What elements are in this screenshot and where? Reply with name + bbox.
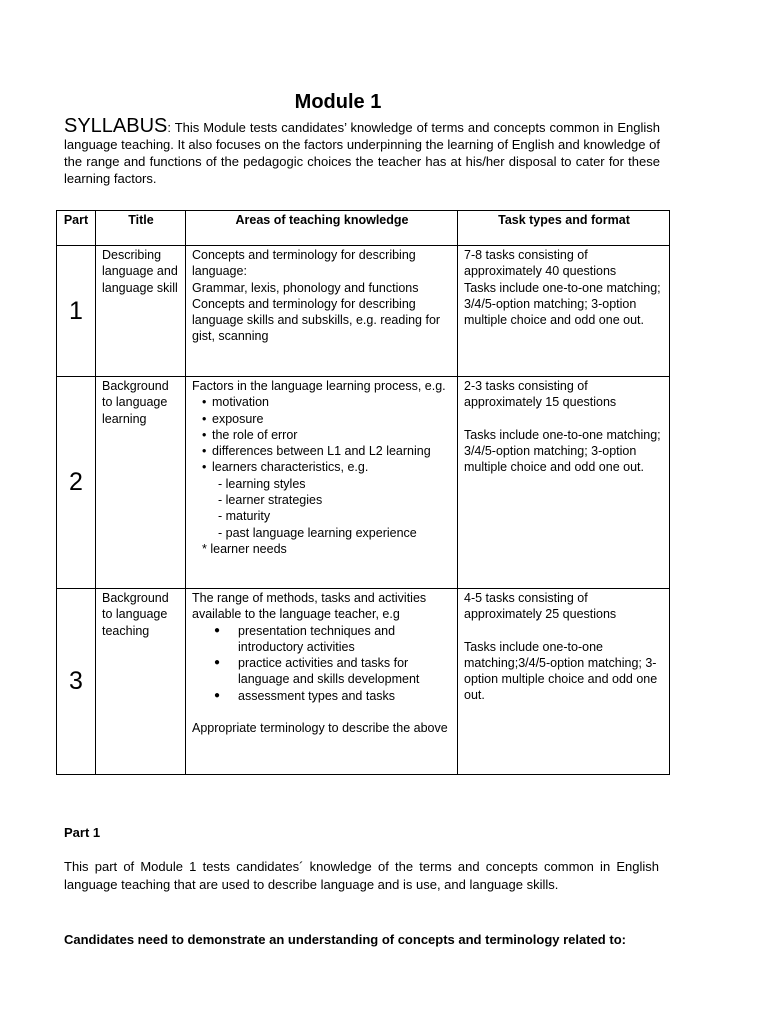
areas-line: Grammar, lexis, phonology and functions [192,280,419,295]
syllabus-table [56,210,670,775]
part-title: Background to language teaching [96,589,186,775]
list-item: • motivation [202,394,452,410]
list-item: ● presentation techniques and introductory activities [192,623,452,656]
header-areas: Areas of teaching knowledge [186,211,458,246]
learner-characteristics-list [192,476,452,541]
learner-needs-item: * learner needs [202,541,287,556]
candidates-paragraph: Candidates need to demonstrate an understanding of concepts and terminology related to: [64,932,626,947]
list-item: • the role of error [202,427,452,443]
list-item: - past language learning experience [218,525,417,540]
table-row [57,246,670,377]
areas-line: Concepts and terminology for describing language skills and subskills, e.g. reading for gist, scanning [192,296,441,344]
syllabus-colon: : [167,120,172,135]
syllabus-intro [64,115,660,187]
list-item: • differences between L1 and L2 learning [202,443,452,459]
part-tasks [458,377,670,589]
part-title: Background to language learning [96,377,186,589]
blank-line [192,704,452,720]
list-item: - learning styles [218,476,306,491]
areas-outro: Appropriate terminology to describe the above [192,721,448,736]
tasks-line: Tasks include one-to-one matching; 3/4/5-option matching; 3-option multiple choice and odd one out. [464,280,661,328]
areas-line: Concepts and terminology for describing language: [192,248,416,279]
part1-paragraph: This part of Module 1 tests candidates´ knowledge of the terms and concepts common in English language teaching that are used to describe language and is use, and language skills. [64,859,659,892]
areas-intro: Factors in the language learning process, e.g. [192,379,446,393]
part-title: Describing language and language skill [96,246,186,377]
table-header-row [57,211,670,246]
part-number: 1 [57,246,96,377]
part-areas [186,377,458,589]
list-item: • exposure [202,411,452,427]
table-row [57,589,670,775]
part-areas [186,589,458,775]
syllabus-text: This Module tests candidates’ knowledge of terms and concepts common in English language teaching. It also focuses on the factors underpinning the learning of English and knowledge of the range and functions of the pedagogic choices the teacher has at his/her disposal to cater for these learning factors. [64,120,660,186]
tasks-line: 2-3 tasks consisting of approximately 15 questions [464,379,617,410]
list-item: ● practice activities and tasks for language and skills development [192,655,452,688]
method-list [192,623,452,704]
tasks-line: Tasks include one-to-one matching;3/4/5-option matching; 3-option multiple choice and odd one out. [464,639,658,703]
areas-intro: The range of methods, tasks and activities available to the language teacher, e.g [192,591,427,622]
part-number: 3 [57,589,96,775]
list-item: - learner strategies [218,493,323,508]
part-areas [186,246,458,377]
list-item: ● assessment types and tasks [192,688,452,704]
part-tasks [458,246,670,377]
blank-line [464,623,664,639]
blank-line [464,411,664,427]
part1-heading: Part 1 [64,825,101,840]
part-number: 2 [57,377,96,589]
list-item: - maturity [218,509,271,524]
part-tasks [458,589,670,775]
header-title: Title [96,211,186,246]
tasks-line: Tasks include one-to-one matching; 3/4/5-option matching; 3-option multiple choice and odd one out. [464,427,661,475]
page-title: Module 1 [294,91,382,113]
tasks-line: 7-8 tasks consisting of approximately 40 questions [464,248,617,279]
list-item: • learners characteristics, e.g. [202,459,452,475]
tasks-line: 4-5 tasks consisting of approximately 25 questions [464,591,617,622]
table-row [57,377,670,589]
header-part: Part [57,211,96,246]
syllabus-label: SYLLABUS [64,115,168,137]
factor-list [192,394,452,475]
header-tasks: Task types and format [458,211,670,246]
